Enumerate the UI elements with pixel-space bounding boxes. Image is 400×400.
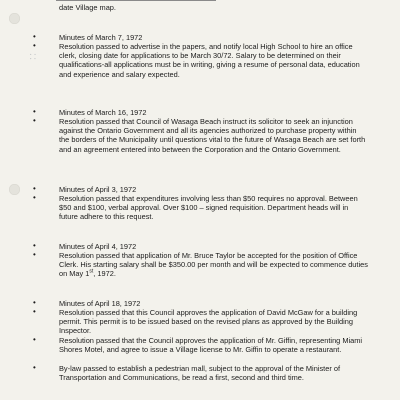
bullet-icon: • (33, 363, 36, 372)
section-date: • Minutes of March 7, 1972 (33, 32, 143, 42)
section-date: • Minutes of April 18, 1972 (33, 298, 141, 308)
punch-hole (9, 13, 20, 24)
bullet-icon: • (33, 307, 36, 316)
bullet-icon: • (33, 298, 36, 307)
bullet-icon: • (33, 32, 36, 41)
bullet-icon: • (33, 184, 36, 193)
list-item: • By-law passed to establish a pedestrian mall, subject to the approval of the Minister of Transportation and Communications, be read a first, second and third time. (33, 363, 340, 383)
bullet-icon: • (33, 107, 36, 116)
list-item: • Resolution passed that the Council approves the application of Mr. Giffin, representing Miami Shores Motel, and agree to issue a Village license to Mr. Giffin to operate a restaurant. (33, 335, 363, 355)
punch-hole (9, 184, 20, 195)
list-item: • Resolution passed that this Council approves the application of David McGaw for a building permit. This permit is to be issued based on the revised plans as approved by the Building Inspector. (33, 307, 358, 336)
list-item: • Resolution passed that Council of Wasaga Beach instruct its solicitor to seek an injunction against the Ontario Government and all its agencies authorized to purchase property within the borders of the Municipality until questions vital to the future of Wasaga Beach are set forth and an agreement entered into between the Corporation and the Ontario Government. (33, 116, 366, 154)
list-item: • Resolution passed to advertise in the papers, and notify local High School to hire an office clerk, closing date for applications to be March 30/72. Salary to be determined on their qualifications-all applications must be in writing, giving a resume of personal data, education and experience and salary expected. (33, 41, 360, 79)
margin-mark: ⸬ (30, 54, 36, 61)
cropped-line-top (56, 0, 216, 1)
bullet-icon: • (33, 116, 36, 125)
bullet-icon: • (33, 250, 36, 259)
list-item: • Resolution passed that expenditures involving less than $50 requires no approval. Between $50 and $100, verbal approval. Over $100 – signed requisition. Department heads will in future adhere to this request. (33, 193, 358, 222)
section-date: • Minutes of April 4, 1972 (33, 241, 137, 251)
list-item: • Resolution passed that application of Mr. Bruce Taylor be accepted for the position of Office Clerk. His starting salary shall be $350.00 per month and will be expected to commence duties on May 1st, 1972. (33, 250, 368, 279)
section-date: • Minutes of April 3, 1972 (33, 184, 137, 194)
section-date: • Minutes of March 16, 1972 (33, 107, 147, 117)
bullet-icon: • (33, 193, 36, 202)
bullet-icon: • (33, 41, 36, 50)
header-fragment: date Village map. (59, 3, 116, 12)
bullet-icon: • (33, 335, 36, 344)
bullet-icon: • (33, 241, 36, 250)
